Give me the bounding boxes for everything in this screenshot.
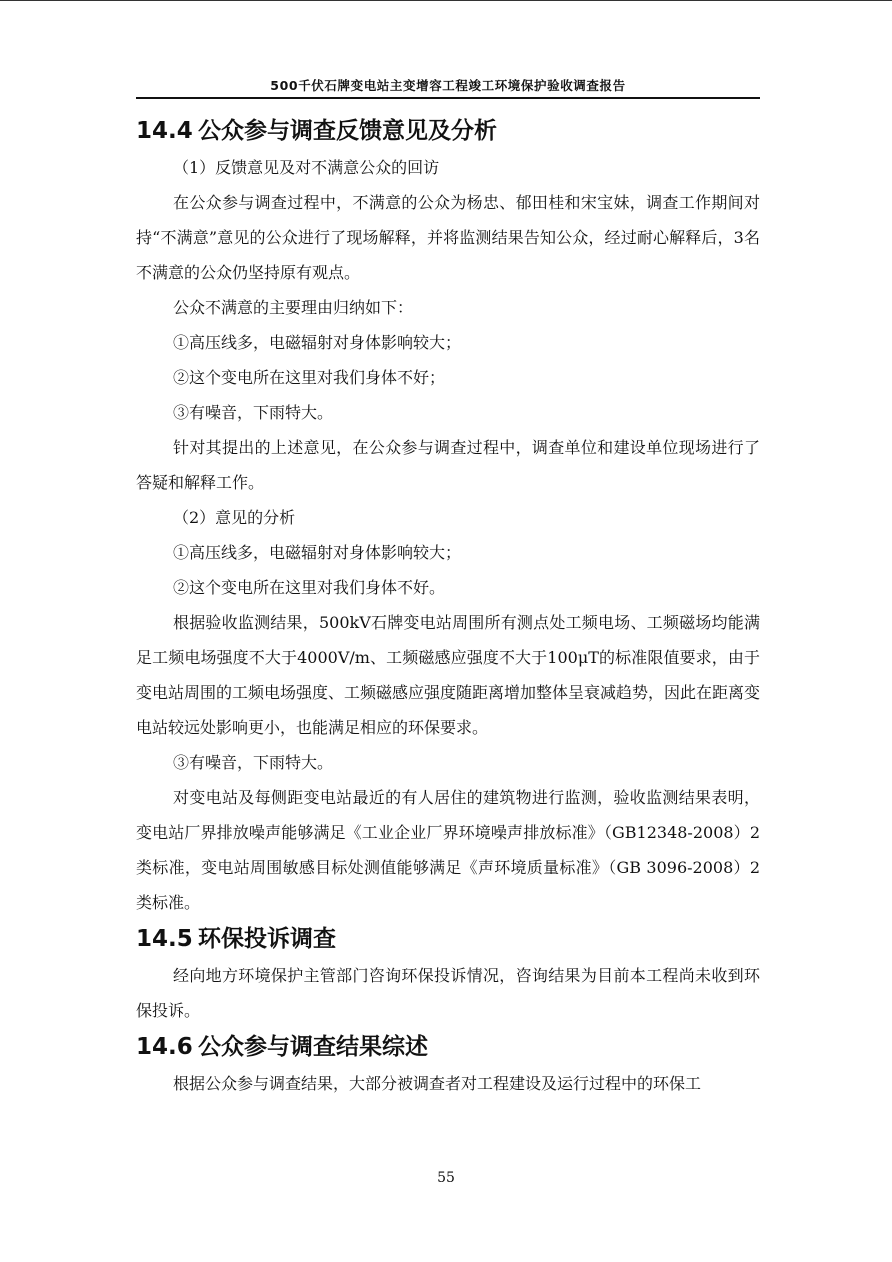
paragraph: 根据公众参与调查结果，大部分被调查者对工程建设及运行过程中的环保工 [173,1074,702,1093]
section-title: 公众参与调查反馈意见及分析 [198,118,497,144]
page-top-border [0,0,892,1]
list-item: ③有噪音，下雨特大。 [173,753,334,772]
section-heading-14-5 [136,920,760,958]
page-body [136,112,760,1101]
paragraph: 在公众参与调查过程中，不满意的公众为杨忠、郁田桂和宋宝妹，调查工作期间对持“不满意”意见的公众进行了现场解释，并将监测结果告知公众，经过耐心解释后，3名不满意的公众仍坚持原有观点。 [136,193,760,282]
paragraph: 针对其提出的上述意见，在公众参与调查过程中，调查单位和建设单位现场进行了答疑和解释工作。 [136,438,760,492]
section-heading-14-6 [136,1028,760,1066]
section-number: 14.4 [136,118,193,144]
subheading-analysis: （2）意见的分析 [173,508,296,527]
list-item: ①高压线多，电磁辐射对身体影响较大； [173,543,462,562]
header-rule [136,97,760,99]
section-heading-14-4 [136,112,760,150]
paragraph: 公众不满意的主要理由归纳如下： [173,298,414,317]
list-item: ②这个变电所在这里对我们身体不好； [173,368,446,387]
list-item: ③有噪音，下雨特大。 [173,403,334,422]
list-item: ①高压线多，电磁辐射对身体影响较大； [173,333,462,352]
paragraph: 根据验收监测结果，500kV石牌变电站周围所有测点处工频电场、工频磁场均能满足工频电场强度不大于4000V/m、工频磁感应强度不大于100μT的标准限值要求，由于变电站周围的工频电场强度、工频磁感应强度随距离增加整体呈衰减趋势，因此在距离变电站较远处影响更小，也能满足相应的环保要求。 [136,613,761,737]
subheading-feedback: （1）反馈意见及对不满意公众的回访 [173,158,440,177]
page-number: 55 [437,1170,455,1186]
list-item: ②这个变电所在这里对我们身体不好。 [173,578,446,597]
section-title: 环保投诉调查 [198,926,336,952]
paragraph: 对变电站及每侧距变电站最近的有人居住的建筑物进行监测，验收监测结果表明，变电站厂界排放噪声能够满足《工业企业厂界环境噪声排放标准》（GB12348-2008）2类标准，变电站周围敏感目标处测值能够满足《声环境质量标准》（GB 3096-2008）2类标准。 [136,788,760,912]
section-number: 14.6 [136,1034,193,1060]
section-number: 14.5 [136,926,193,952]
running-header: 500千伏石牌变电站主变增容工程竣工环境保护验收调查报告 [270,78,626,93]
paragraph: 经向地方环境保护主管部门咨询环保投诉情况，咨询结果为目前本工程尚未收到环保投诉。 [136,966,760,1020]
section-title: 公众参与调查结果综述 [198,1034,428,1060]
